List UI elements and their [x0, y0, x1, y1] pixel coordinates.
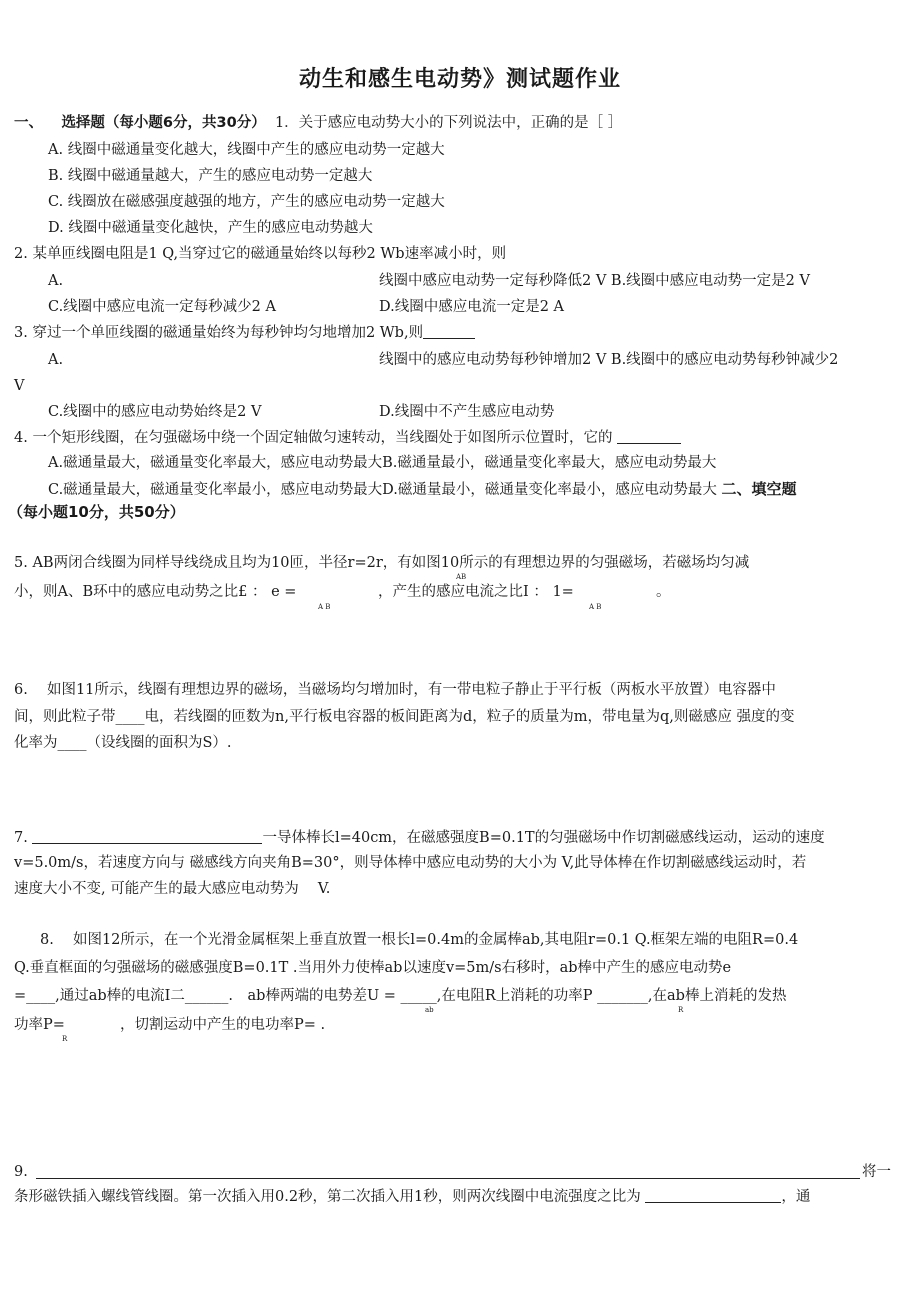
q5-sup-ab: AB: [456, 573, 467, 581]
q4-options-cd: C.磁通量最大，磁通量变化率最小，感应电动势最大D.磁通量最小，磁通量变化率最小，感应电动势最大: [48, 482, 717, 498]
q7-line-2: v=5.0m/s，若速度方向与 磁感线方向夹角B=30°，则导体棒中感应电动势的大小为 V,此导体棒在作切割磁感线运动时，若: [14, 855, 807, 871]
q7-answer-blank: [32, 829, 262, 844]
q8-line-4a: 功率P=: [14, 1017, 65, 1033]
q5-line-1: 5. AB两闭合线圈为同样导线绕成且均为10匝，半径r=2r，有如图10所示的有理想边界的匀强磁场，若磁场均匀减: [14, 555, 750, 571]
section-1-heading: 选择题（每小题6分，共30分）: [61, 115, 266, 131]
section-1-line: [14, 113, 622, 133]
q9-end: ，通: [781, 1189, 811, 1205]
q1-option-b: B. 线圈中磁通量越大，产生的感应电动势一定越大: [48, 168, 373, 184]
q7-text-1: 一导体棒长l=40cm，在磁感强度B=0.1T的匀强磁场中作切割磁感线运动，运动的速度: [262, 830, 825, 846]
q8-sub-r2: R: [62, 1035, 68, 1043]
q5-sub-ab-1: A B: [318, 603, 331, 611]
q4-line-cd: [48, 479, 797, 500]
q6-line-2: 间，则此粒子带____电，若线圈的匝数为n,平行板电容器的板间距离为d，粒子的质量为m，带电量为q,则磁感应 强度的变: [14, 709, 795, 725]
q4-stem-line: [14, 428, 681, 448]
q6-line-3: 化率为____（设线圈的面积为S）.: [14, 735, 232, 751]
q5-end: 。: [656, 584, 671, 600]
q3-answer-blank: [423, 324, 475, 339]
q9-text-2: 条形磁铁插入螺线管线圈。第一次插入用0.2秒，第二次插入用1秒，则两次线圈中电流强度之比为: [14, 1189, 641, 1205]
q3-option-a-label: A.: [48, 352, 64, 368]
q8-sub-ab: ab: [425, 1006, 434, 1014]
q9-tail: 将一: [862, 1164, 891, 1180]
q7-line-1: [14, 828, 825, 848]
section-2-heading-a: 二、填空题: [721, 480, 797, 498]
q8-line-2: Q.垂直框面的匀强磁场的磁感强度B=0.1T .当用外力使棒ab以速度v=5m/s右移时，ab棒中产生的感应电动势e: [14, 960, 732, 976]
q8-line-4b: ，切割运动中产生的电功率P= .: [120, 1017, 326, 1033]
q8-line-3: =____,通过ab棒的电流I二______. ab棒两端的电势差U = _____,在电阻R上消耗的功率P _______,在ab棒上消耗的发热: [14, 988, 787, 1004]
q3-stem: 3. 穿过一个单匝线圈的磁通量始终为每秒钟均匀地增加2 Wb,则: [14, 325, 424, 341]
q5-line-2a: 小，则A、B环中的感应电动势之比£ ： e =: [14, 584, 297, 600]
q9-number: 9.: [14, 1164, 28, 1180]
q9-answer-blank: [36, 1178, 860, 1179]
q2-option-d: D.线圈中感应电流一定是2 A: [379, 299, 565, 315]
q7-line-3: 速度大小不变, 可能产生的最大感应电动势为 V.: [14, 881, 331, 897]
q1-stem: 1．关于感应电动势大小的下列说法中，正确的是［ ］: [274, 115, 623, 131]
q3-option-d: D.线圈中不产生感应电动势: [379, 404, 555, 420]
q3-options-ab: 线圈中的感应电动势每秒钟增加2 V B.线圈中的感应电动势每秒钟减少2: [379, 352, 839, 368]
q4-answer-blank: [617, 429, 681, 444]
q7-number: 7.: [14, 830, 28, 846]
q9-line-2: [14, 1187, 810, 1207]
q1-option-d: D. 线圈中磁通量变化越快，产生的感应电动势越大: [48, 220, 373, 236]
section-2-heading-b: （每小题10分，共50分）: [8, 503, 185, 521]
q4-options-ab: A.磁通量最大，磁通量变化率最大，感应电动势最大B.磁通量最小，磁通量变化率最大，感应电动势最大: [48, 455, 717, 471]
q3-stem-line: [14, 323, 475, 343]
q2-options-ab: 线圈中感应电动势一定每秒降低2 V B.线圈中感应电动势一定是2 V: [379, 273, 810, 289]
q2-option-c: C.线圈中感应电流一定每秒减少2 A: [48, 299, 276, 315]
q2-option-a-label: A.: [48, 273, 64, 289]
q5-sub-ab-2: A B: [589, 603, 602, 611]
section-1-number: 一、: [14, 115, 43, 131]
q2-stem: 2. 某单匝线圈电阻是1 Q,当穿过它的磁通量始终以每秒2 Wb速率减小时，则: [14, 246, 507, 262]
q6-line-1: 6. 如图11所示，线圈有理想边界的磁场，当磁场均匀增加时，有一带电粒子静止于平行板（两板水平放置）电容器中: [14, 682, 776, 698]
q1-option-a: A. 线圈中磁通量变化越大，线圈中产生的感应电动势一定越大: [48, 142, 445, 158]
q3-option-c: C.线圈中的感应电动势始终是2 V: [48, 404, 262, 420]
q4-stem: 4. 一个矩形线圈，在匀强磁场中绕一个固定轴做匀速转动，当线圈处于如图所示位置时，它的: [14, 430, 613, 446]
q3-options-ab-cont: V: [14, 378, 25, 394]
q8-line-1: 8. 如图12所示，在一个光滑金属框架上垂直放置一根长l=0.4m的金属棒ab,其电阻r=0.1 Q.框架左端的电阻R=0.4: [40, 932, 799, 948]
page-title: 动生和感生电动势》测试题作业: [298, 67, 621, 92]
q9-ratio-blank: [645, 1188, 781, 1203]
q8-sub-r: R: [678, 1006, 684, 1014]
q1-option-c: C. 线圈放在磁感强度越强的地方，产生的感应电动势一定越大: [48, 194, 445, 210]
q5-line-2b: ，产生的感应电流之比I ： 1=: [378, 584, 574, 600]
